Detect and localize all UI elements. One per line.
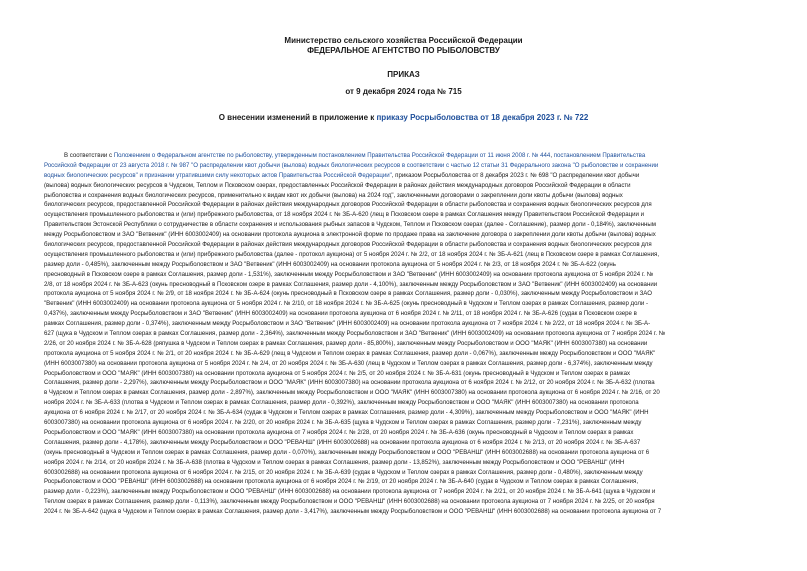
text-segment: аукциона от 6 ноября 2024 г. № 2/17, от 20 ноября 2024 г. № ЗБ-А-634 (судак в Чудском и Теплом озерах в рамках Соглашения, размер доли - 4,309%), заключенным между Росрыболовством и ООО "МАЯК" (ИНН: [44, 409, 649, 417]
text-segment: между Росрыболовством и ЗАО "Ветвеник" (ИНН 6003002409) на основании протокола аукциона в электронной форме по продаже права на заключение договора о закреплении доли квоты добычи (вылова) водных: [44, 231, 656, 239]
text-segment: в Чудском и Теплом озерах в рамках Соглашения, размер доли - 2,897%), заключенным между Росрыболовством и ООО "МАЯК" (ИНН 6003007380) на основании протокола аукциона от 6 ноября 2024 г. № 2/16, от 20: [44, 389, 660, 397]
title-link[interactable]: приказу Росрыболовства от 18 декабря 2023 г. № 722: [376, 113, 589, 122]
text-segment: 2024 г. № ЗБ-А-642 (щука в Чудском и Теплом озерах в рамках Соглашения, размер доли - 3,417%), заключенным между Росрыболовством и ООО "РЕВАНШ" (ИНН 6003002688) на основании протокола аукциона от 7: [44, 508, 662, 516]
text-segment: В соответствии с: [64, 152, 114, 159]
text-segment: (вылова) водных биологических ресурсов в Чудском, Теплом и Псковском озерах, предоставленных Российской Федерации в районах действия международных договоров Российской Федерации в области: [44, 181, 631, 189]
document-link[interactable]: Российской Федерации от 23 августа 2018 г. № 987 "О распределении квот добычи (вылова) водных биологических ресурсов в соответствии с частью 12 статьи 31 Федерального закона "О рыболовстве и сохранении: [44, 161, 659, 169]
paragraph-line: [44, 270, 807, 280]
text-segment: протокола аукциона от 5 ноября 2024 г. № 2/1, от 20 ноября 2024 г. № ЗБ-А-629 (лещ в Чудском и Теплом озерах в рамках Соглашения, размер доли - 0,067%), заключенным между Росрыболовством и ООО "МАЯК": [44, 349, 656, 357]
paragraph-line: [44, 487, 807, 497]
text-segment: Росрыболовством и ООО "МАЯК" (ИНН 6003007380) на основании протокола аукциона от 5 ноября 2024 г. № 2/5, от 20 ноября 2024 г. № ЗБ-А-631 (окунь пресноводный в Чудском и Теплом озерах в рамках: [44, 369, 631, 377]
paragraph-line: [44, 230, 807, 240]
paragraph-line: [44, 497, 807, 507]
paragraph-line: [44, 161, 807, 171]
paragraph-line: [44, 200, 807, 210]
paragraph-line: [44, 250, 807, 260]
paragraph-line: [44, 458, 807, 468]
text-segment: ноября 2024 г. № 2/14, от 20 ноября 2024 г. № ЗБ-А-638 (плотва в Чудском и Теплом озерах в рамках Соглашения, размер доли - 13,852%), заключенным между Росрыболовством и ООО "РЕВАНШ" (ИНН: [44, 458, 625, 466]
paragraph-line: [44, 299, 807, 309]
text-segment: осуществления промышленного рыболовства и (или) прибрежного рыболовства (далее - протокол аукциона) от 5 ноября 2024 г. № 2/2, от 18 ноября 2024 г. № ЗБ-А-621 (лещ в Псковском озере в рамках Соглашения,: [44, 250, 660, 258]
paragraph-line: [44, 359, 807, 369]
title-prefix: О внесении изменений в приложение к: [218, 113, 377, 122]
text-segment: Теплом озерах в рамках Соглашения, размер доли - 0,113%), заключенным между Росрыболовством и ООО "РЕВАНШ" (ИНН 6003002688) на основании протокола аукциона от 7 ноября 2024 г. № 2/25, от 20 ноября: [44, 498, 655, 506]
text-segment: 627 (щука в Чудском и Теплом озерах в рамках Соглашения, размер доли - 2,364%), заключенным между Росрыболовством и ЗАО "Ветвеник" (ИНН 6003002409) на основании протокола аукциона от 7 ноября 2024 г. №: [44, 330, 666, 338]
text-segment: 6003007380) на основании протокола аукциона от 6 ноября 2024 г. № 2/20, от 20 ноября 2024 г. № ЗБ-А-635 (щука в Чудском и Теплом озерах в рамках Соглашения, размер доли - 7,231%), заключенным между: [44, 419, 642, 427]
paragraph-line: [44, 428, 807, 438]
paragraph-line: [44, 408, 807, 418]
paragraph-line: [44, 289, 807, 299]
paragraph-line: [44, 398, 807, 408]
text-segment: 0,437%), заключенным между Росрыболовством и ЗАО "Ветвеник" (ИНН 6003002409) на основании протокола аукциона от 6 ноября 2024 г. № 2/11, от 18 ноября 2024 г. № ЗБ-А-626 (судак в Псковском озере в: [44, 310, 637, 318]
paragraph-line: [44, 339, 807, 349]
paragraph-line: [44, 319, 807, 329]
document-title: [0, 113, 807, 123]
paragraph-line: [44, 477, 807, 487]
text-segment: Соглашения, размер доли - 4,178%), заключенным между Росрыболовством и ООО "РЕВАНШ" (ИНН 6003002688) на основании протокола аукциона от 6 ноября 2024 г. № 2/13, от 20 ноября 2024 г. № ЗБ-А-637: [44, 438, 641, 446]
agency-name: ФЕДЕРАЛЬНОЕ АГЕНТСТВО ПО РЫБОЛОВСТВУ: [307, 46, 500, 55]
text-segment: 2/8, от 18 ноября 2024 г. № ЗБ-А-623 (окунь пресноводный в Псковском озере в рамках Соглашения, размер доли - 4,100%), заключенным между Росрыболовством и ЗАО "Ветвеник" (ИНН 6003002409) на основании: [44, 280, 658, 288]
text-segment: рыболовства и сохранения водных биологических ресурсов, применительно к видам квот их добычи (вылова) на 2024 год": [44, 191, 394, 199]
text-segment: (ИНН 6003007380) на основании протокола аукциона от 5 ноября 2024 г. № 2/4, от 20 ноября 2024 г. № ЗБ-А-630 (лещ в Чудском и Теплом озерах в рамках Соглашения, размер доли - 6,374%), заключенным между: [44, 359, 653, 367]
text-segment: рамках Соглашения, размер доли - 0,374%), заключенным между Росрыболовством и ЗАО "Ветвеник" (ИНН 6003002409) на основании протокола аукциона от 7 ноября 2024 г. № 2/22, от 18 ноября 2024 г. № ЗБ-А-: [44, 320, 651, 328]
text-segment: , заключенными договорами о закреплении доли квоты добычи (вылова) водных: [393, 191, 623, 199]
document-link[interactable]: водных биологических ресурсов" и признании утратившими силу некоторых актов Правительства Российской Федерации": [44, 171, 392, 179]
text-segment: Росрыболовством и ООО "РЕВАНШ" (ИНН 6003002688) на основании протокола аукциона от 6 ноября 2024 г. № 2/19, от 20 ноября 2024 г. № ЗБ-А-640 (судак в Чудском и Теплом озерах в рамках Соглашения,: [44, 478, 639, 486]
paragraph-line: [44, 468, 807, 478]
text-segment: протокола аукциона от 5 ноября 2024 г. № 2/9, от 18 ноября 2024 г. № ЗБ-А-624 (окунь пресноводный в Псковском озере в рамках Соглашения, размер доли - 0,030%), заключенным между Росрыболовством и ЗАО: [44, 290, 652, 298]
paragraph-line: [44, 280, 807, 290]
order-date: от 9 декабря 2024 года № 715: [345, 87, 462, 96]
text-segment: 6003002688) на основании протокола аукциона от 6 ноября 2024 г. № 2/15, от 20 ноября 2024 г. № ЗБ-А-639 (судак в Чудском и Теплом озерах в рамках Соглашения, размер доли - 0,480%), заключенным между: [44, 468, 643, 476]
paragraph-line: [44, 349, 807, 359]
paragraph-line: [44, 220, 807, 230]
paragraph-line: [44, 240, 807, 250]
paragraph-line: [44, 418, 807, 428]
paragraph-line: [44, 448, 807, 458]
body-paragraph: [44, 151, 807, 566]
paragraph-line: [44, 260, 807, 270]
text-segment: Правительством Эстонской Республики о сотрудничестве в области сохранения и использования рыбных запасов в Чудском, Теплом и Псковском озерах (далее - Соглашение), размер доли - 0,184%), заключенным: [44, 221, 656, 229]
text-segment: ,: [550, 152, 554, 159]
ministry-name: Министерство сельского хозяйства Российской Федерации: [284, 36, 523, 45]
order-label: ПРИКАЗ: [387, 70, 420, 79]
text-segment: 2/26, от 20 ноября 2024 г. № ЗБ-А-628 (ряпушка в Чудском и Теплом озерах в рамках Соглашения, размер доли - 85,800%), заключенным между Росрыболовством и ООО "МАЯК" (ИНН 6003007380) на основании: [44, 339, 648, 347]
paragraph-line: [44, 438, 807, 448]
text-segment: пресноводный в Псковском озере в рамках Соглашения, размер доли - 1,531%), заключенным между Росрыболовством и ЗАО "Ветвеник" (ИНН 6003002409) на основании протокола аукциона от 5 ноября 2024 г. №: [44, 270, 654, 278]
paragraph-line: [44, 171, 807, 181]
paragraph-line: [44, 210, 807, 220]
document-link[interactable]: Положением о Федеральном агентстве по рыболовству, утвержденным постановлением Правительства Российской Федерации от 11 июня 2008 г. № 444: [113, 152, 551, 159]
paragraph-line: [44, 151, 807, 161]
text-segment: Росрыболовством и ООО "МАЯК" (ИНН 6003007380) на основании протокола аукциона от 7 ноября 2024 г. № 2/28, от 20 ноября 2024 г. № ЗБ-А-636 (окунь пресноводный в Чудском и Теплом озерах в рамках: [44, 428, 634, 436]
paragraph-line: [44, 369, 807, 379]
text-segment: осуществления промышленного рыболовства и (или) прибрежного рыболовства, от 18 ноября 2024 г. № ЗБ-А-620 (лещ в Псковском озере в рамках Соглашения между Правительством Российской Федерации и: [44, 211, 645, 219]
text-segment: биологических ресурсов, предоставленной Российской Федерации в районах действия международных договоров Российской Федерации в области рыболовства и сохранения водных биологических ресурсов для: [44, 241, 652, 249]
paragraph-line: [44, 181, 807, 191]
paragraph-line: [44, 329, 807, 339]
paragraph-line: [44, 378, 807, 388]
paragraph-line: [44, 309, 807, 319]
paragraph-line: [44, 191, 807, 201]
document-link[interactable]: постановлением Правительства: [553, 152, 646, 159]
text-segment: биологических ресурсов, предоставленной Российской Федерации в районах действия международных договоров Российской Федерации в области рыболовства и сохранения водных биологических ресурсов для: [44, 201, 652, 209]
text-segment: Соглашения, размер доли - 2,297%), заключенным между Росрыболовством и ООО "МАЯК" (ИНН 6003007380) на основании протокола аукциона от 6 ноября 2024 г. № 2/12, от 20 ноября 2024 г. № ЗБ-А-632 (плотва: [44, 379, 655, 387]
text-segment: (окунь пресноводный в Чудском и Теплом озерах в рамках Соглашения, размер доли - 0,070%), заключенным между Росрыболовством и ООО "РЕВАНШ" (ИНН 6003002688) на основании протокола аукциона от 6: [44, 448, 650, 456]
text-segment: размер доли - 0,223%), заключенным между Росрыболовством и ООО "РЕВАНШ" (ИНН 6003002688) на основании протокола аукциона от 7 ноября 2024 г. № 2/21, от 20 ноября 2024 г. № ЗБ-А-641 (щука в Чудском и: [44, 488, 656, 496]
paragraph-line: [44, 388, 807, 398]
text-segment: , приказом Росрыболовства от 8 декабря 2023 г. № 698 "О распределении квот добычи: [391, 171, 640, 179]
text-segment: размер доли - 0,485%), заключенным между Росрыболовством и ЗАО "Ветвеник" (ИНН 6003002409) на основании протокола аукциона от 5 ноября 2024 г. № 2/3, от 18 ноября 2024 г. № ЗБ-А-622 (окунь: [44, 260, 616, 268]
paragraph-line: [44, 507, 807, 517]
text-segment: ноября 2024 г. № ЗБ-А-633 (плотва в Чудском и Теплом озерах в рамках Соглашения, размер доли - 0,392%), заключенным между Росрыболовством и ООО "МАЯК" (ИНН 6003007380) на основании протокола: [44, 399, 639, 407]
text-segment: "Ветвеник" (ИНН 6003002409) на основании протокола аукциона от 5 ноября 2024 г. № 2/10, от 18 ноября 2024 г. № ЗБ-А-625 (окунь пресноводный в Чудском и Теплом озерах в рамках Соглашения, размер доли -: [44, 300, 649, 308]
